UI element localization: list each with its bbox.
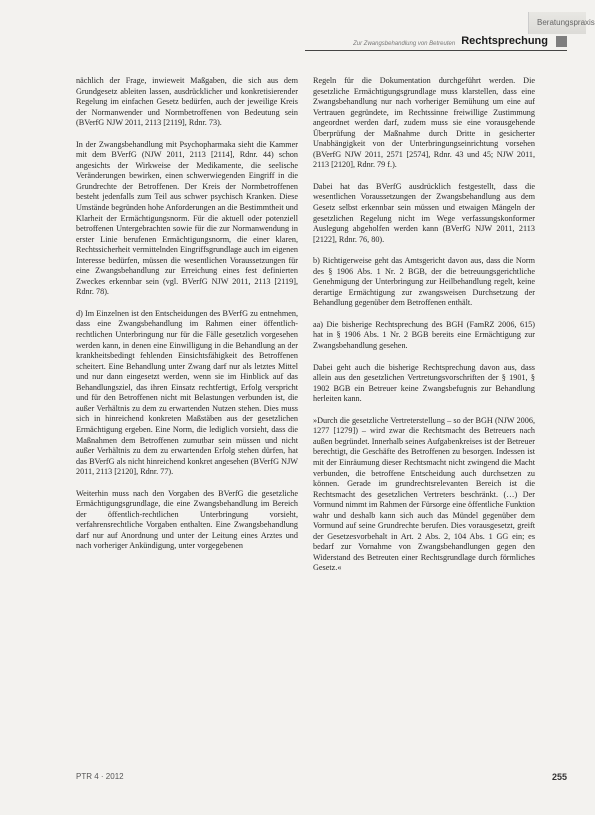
- right-column: [313, 76, 535, 585]
- header-marker-square: [556, 36, 567, 47]
- right-paragraph-5: Dabei geht auch die bisherige Rechtsprechung davon aus, dass allein aus den gesetzlichen Vertretungsvorschriften der § 1901, § 1902 BGB ein Betreuer keine Zwangsbefugnis zur Behandlung herleiten kann.: [313, 362, 535, 404]
- left-paragraph-4: Weiterhin muss nach den Vorgaben des BVerfG die gesetzliche Ermächtigungsgrundlage, die eine Zwangsbehandlung im Bereich der öffentlich-rechtlichen Unterbringung vorsieht, verfahrensrechtliche Vorgaben enthalten. Eine Zwangsbehandlung darf nur auf Anordnung und unter der Leitung eines Arztes und nach vorheriger Ankündigung, unter vorgegebenen: [76, 488, 298, 551]
- left-column: [76, 76, 298, 563]
- right-paragraph-2: Dabei hat das BVerfG ausdrücklich festgestellt, dass die wesentlichen Voraussetzungen der Zwangsbehandlung aus dem Gesetz selbst erkennbar sein müssen und etwaigen Mängeln der gesetzlichen Regelung nicht im Wege verfassungskonformer Auslegung abgeholfen werden kann (BVerfG NJW 2011, 2113 [2122], Rdnr. 76, 80).: [313, 181, 535, 244]
- page-header: [305, 31, 567, 47]
- right-paragraph-1: Regeln für die Dokumentation durchgeführt werden. Die gesetzliche Ermächtigungsgrundlage muss klarstellen, dass eine Zwangsbehandlung nur nach vorheriger Bemühung um eine auf Vertrauen gegründete, im Rechtssinne freiwillige Zustimmung angeordnet werden darf, zudem muss sie eine vorausgehende Überprüfung der Maßnahme durch Dritte in gesicherter Unabhängigkeit von der Unterbringungseinrichtung vorsehen (BVerfG NJW 2011, 2571 [2574], Rdnr. 43 und 45; NJW 2011, 2113 [2120], Rdnr. 79 f.).: [313, 76, 535, 170]
- right-paragraph-4: aa) Die bisherige Rechtsprechung des BGH (FamRZ 2006, 615) hat in § 1906 Abs. 1 Nr. 2 BGB bereits eine Ermächtigung zur Zwangsbehandlung gesehen.: [313, 319, 535, 351]
- footer-journal: PTR: [76, 772, 92, 781]
- page-footer: [76, 772, 567, 782]
- left-paragraph-3: d) Im Einzelnen ist den Entscheidungen des BVerfG zu entnehmen, dass eine Zwangsbehandlung im Rahmen einer öffentlich-rechtlichen Unterbringung nur für die Fälle gesetzlich vorgesehen werden kann, in denen eine Einwilligung in die Behandlung an der krankheitsbedingt fehlenden Einsichtsfähigkeit des Betroffenen scheitert. Eine Behandlung unter Zwang darf nur als letztes Mittel und nur dann eingesetzt werden, wenn sie im Hinblick auf das Behandlungsziel, das ihren Einsatz rechtfertigt, Erfolg verspricht und für den Betroffenen nicht mit Belastungen verbunden ist, die außer Verhältnis zu dem zu erwartenden Nutzen stehen. Dies muss sich in hinreichend konkreten Maßstäben aus der gesetzlichen Ermächtigung ergeben. Eine Norm, die lediglich vorsieht, dass die Maßnahmen dem Betroffenen zumutbar sein müssen und nicht außer Verhältnis zu dem zu erwartenden Erfolg stehen dürfen, hat das BVerfG als nicht hinreichend konkret angesehen (BVerfG NJW 2011, 2113 [2120], Rdnr. 77).: [76, 308, 298, 477]
- header-rule: [305, 50, 567, 51]
- right-paragraph-6: »Durch die gesetzliche Vertreterstellung – so der BGH (NJW 2006, 1277 [1279]) – wird zwar die Rechtsmacht des Betreuers nach außen begründet. Innerhalb seines Aufgabenkreises ist der Betreuer berechtigt, die Geschäfte des Betroffenen zu besorgen. Indessen ist mit der Einräumung dieser Rechtsmacht nicht zwingend die Macht verbunden, die betroffene Entscheidung auch durchsetzen zu können. Gerade im grundrechtsrelevanten Bereich ist die Rechtsmacht des gesetzlichen Vertreters beschränkt. (…) Der Vormund nimmt im Rahmen der Fürsorge eine öffentliche Funktion wahr und deshalb kann sich auch das Mündel gegenüber dem Vormund auf seine Grundrechte berufen. Dies vorausgesetzt, greift der Gesetzesvorbehalt in Art. 2 Abs. 2, 104 Abs. 1 GG ein; es bedarf zur Vornahme von Zwangsbehandlungen gegen den Widerstand des Betreuten einer Rechtsgrundlage durch förmliches Gesetz.«: [313, 415, 535, 573]
- header-kicker: Zur Zwangsbehandlung von Betreuten: [353, 41, 456, 47]
- header-section-title: Rechtsprechung: [461, 35, 548, 47]
- page-number: 255: [551, 772, 567, 782]
- footer-issue: 4 · 2012: [94, 772, 124, 781]
- left-paragraph-2: In der Zwangsbehandlung mit Psychopharmaka sieht die Kammer mit dem BVerfG (NJW 2011, 2113 [2114], Rdnr. 44) schon angesichts der Wirkweise der Medikamente, die seelische Veränderungen bewirken, einen schwerwiegenden Eingriff in die Grundrechte der Betroffenen. Der Kreis der Normbetroffenen besteht jedenfalls zum Teil aus schwer psychisch Kranken. Diese Umstände begründen hohe Anforderungen an die Bestimmtheit und Klarheit der Ermächtigungsnorm. Für die aktuell oder potenziell betroffenen Untergebrachten sowie für die zur Normanwendung in erster Linie berufenen Ermächtigungsnorm, die einer klaren, Rechtssicherheit vermittelnden Eingriffsgrundlage auch im eigenen Interesse bedürfen, müssen die wesentlichen Voraussetzungen für eine Zwangsbehandlung zur Erreichung eines fest definierten Zweckes erkennbar sein (vgl. BVerfG NJW 2011, 2113 [2119], Rdnr. 78).: [76, 139, 298, 297]
- footer-issue-info: [76, 772, 124, 782]
- right-paragraph-3: b) Richtigerweise geht das Amtsgericht davon aus, dass die Norm des § 1906 Abs. 1 Nr. 2 BGB, der die betreuungsgerichtliche Genehmigung der Unterbringung zur Heilbehandlung regelt, keine derartige Ermächtigung zur zwangsweisen Durchsetzung der Behandlung gegenüber dem Betroffenen enthält.: [313, 256, 535, 308]
- left-paragraph-1: nächlich der Frage, inwieweit Maßgaben, die sich aus dem Grundgesetz ableiten lassen, ausdrücklicher und konkretisierender Regelung im einfachen Gesetz bedürfen, auch der jeweilige Kreis der Normanwender und Normbetroffenen von Bedeutung sein (BVerfG NJW 2011, 2113 [2119], Rdnr. 73).: [76, 76, 298, 128]
- section-corner-tab: Beratungspraxis: [528, 12, 586, 34]
